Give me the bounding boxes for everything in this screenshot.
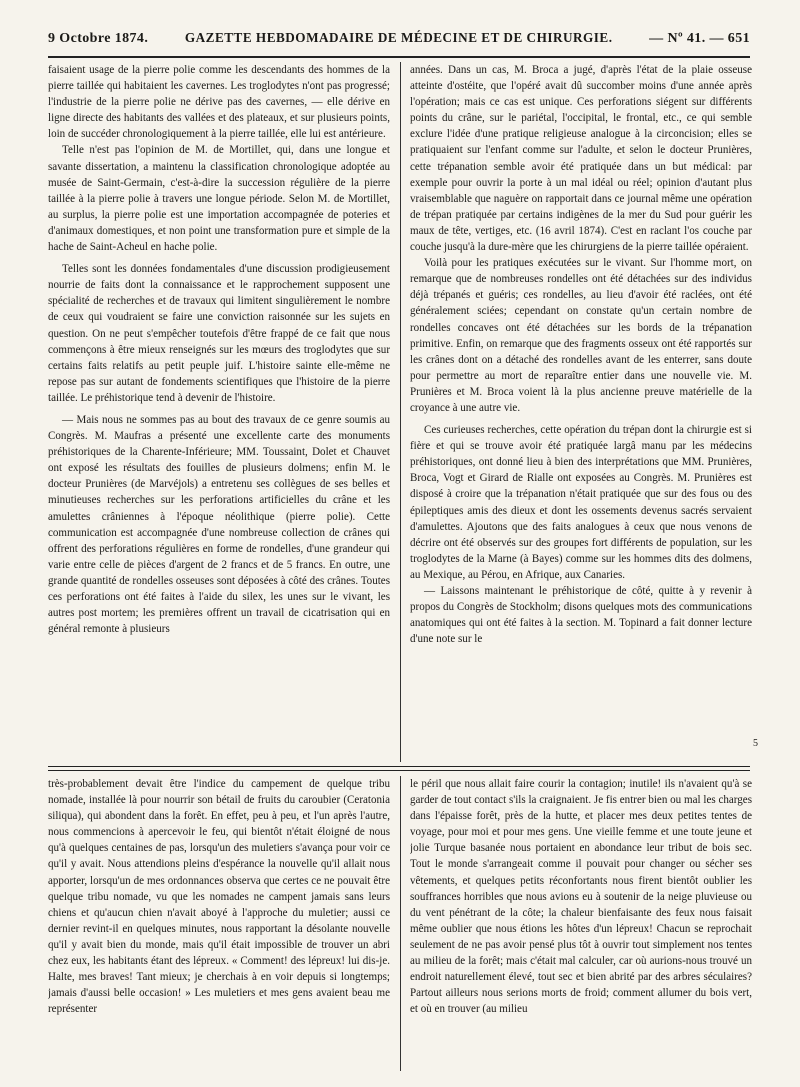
column-divider: [400, 62, 401, 762]
signature-mark: 5: [753, 738, 758, 749]
page-header: [48, 30, 750, 52]
feuilleton-column-left: [48, 776, 390, 1071]
article-column-right: [410, 62, 752, 762]
feuilleton-column-right: [410, 776, 752, 1071]
feuilleton-rule-thin: [48, 770, 750, 771]
paragraph: très-probablement devait être l'indice du campement de quelque tribu nomade, installée là pour nourrir son bétail de fruits du caroubier (Ceratonia siliqua), qui abondent dans la forêt. En effet, peu à peu, et l'un après l'autre, nous commencions à apercevoir le feu, qui bientôt n'était éloigné de nous qu'à quelques centaines de pas, lorsqu'un des muletiers s'avança pour voir ce qu'il y avait. Nous attendions pleins d'espérance la nouvelle qu'il allait nous apporter, lorsqu'un de mes ordonnances observa que certes ce ne pouvait être quelque tribu nomade, vu que les nomades ne campent jamais sans leurs chiens et qu'aucun chien n'avait aboyé à l'approche du muletier; aussi ce dernier revint-il en quelques minutes, nous rapportant la désolante nouvelle qu'il y avait bien du monde, mais qu'il était impossible de trouver un abri chez eux, les habitants étant des lépreux. « Comment! des lépreux! lui dis-je. Halte, mes braves! Tant mieux; je cherchais à en voir depuis si longtemps; jamais d'aussi belle occasion! » Les muletiers et mes gens avaient beau me représenter: [48, 778, 390, 1016]
paragraph: Voilà pour les pratiques exécutées sur le vivant. Sur l'homme mort, on remarque que de nombreuses rondelles ont été détachées sur des individus déjà trépanés et guéris; ces rondelles, au lieu d'avoir été raclées, ont été généralement sciées; cependant on constate qu'un certain nombre de rondelles concaves ont été détachées sur les bords de la trépanation primitive. Enfin, on remarque que des fragments osseux ont été rapportés sur les crânes dont on a détaché des rondelles avant de les enterrer, sans doute pour permettre au mort de reparaître entier dans une nouvelle vie. M. Prunières et M. Broca voient là la plus ancienne preuve matérielle de la croyance à une autre vie.: [410, 257, 752, 414]
paragraph: années. Dans un cas, M. Broca a jugé, d'après l'état de la plaie osseuse atteinte d'ostéite, que l'opéré avait dû succomber moins d'une année après l'opération; mais ce cas est unique. Ces perforations siégent sur différents points du crâne, sur le pariétal, l'occipital, le frontal, etc., ce qui semble exclure l'idée d'une pratique religieuse analogue à la circoncision; elles se pratiquaient sur l'enfant comme sur l'adulte, et selon le docteur Prunières, cette trépanation semble avoir été pratiquée dans un but médical: par exemple pour ouvrir la porte à un mal idéal ou réel; opinion d'autant plus vraisemblable que naguère on rapportait dans ce journal même une opération de trépan pratiquée par certains indigènes de la mer du Sud pour guérir les maux de tête, vertiges, etc. (16 avril 1874). C'est en raclant l'os couche par couche jusqu'à la dure-mère que les chirurgiens de la pierre taillée opéraient.: [410, 64, 752, 254]
paragraph: le péril que nous allait faire courir la contagion; inutile! ils n'avaient qu'à se garder de tout contact s'ils la craignaient. Je fis entrer bien ou mal les charges dans l'épaisse forêt, près de la hutte, et placer mes deux petites tentes de voyage, pour moi et pour mes gens. Une vieille femme et une toute jeune et jolie Turque basanée nous portaient en abondance leur tribut de bois sec. Tout le monde s'arrangeait comme il pouvait pour changer ou sécher ses vêtements, et quelques petits réconfortants nous firent bientôt oublier les souffrances horribles que nous avions eu à soutenir de la neige pluvieuse ou du vent pénétrant de la côte; la chaleur bienfaisante des feux nous faisait même oublier que nous étions les hôtes d'un lépreux! Chacun se reprochait seulement de ne pas avoir pensé plus tôt à ouvrir tout simplement nos tentes au milieu de la forêt; mais c'était mal calculer, car où aurions-nous trouvé un endroit naturellement élevé, tout sec et bien abrité par des arbres séculaires? Partout ailleurs nous serions morts de froid; comment allumer du bois vert, et où en trouver (au milieu: [410, 778, 752, 1016]
paragraph: faisaient usage de la pierre polie comme les descendants des hommes de la pierre taillée qui habitaient les cavernes. Les troglodytes n'ont pas progressé; l'industrie de la pierre polie ne dérive pas des cavernes, — elle dérive en ligne directe des habitants des vallées et des plateaux, et sur plusieurs points, loin de succéder chronologiquement à la pierre taillée, elle lui est antérieure.: [48, 64, 390, 141]
paragraph: — Mais nous ne sommes pas au bout des travaux de ce genre soumis au Congrès. M. Maufras a présenté une excellente carte des monuments préhistoriques de la Charente-Inférieure; MM. Toussaint, Dolet et Chauvet ont exposé les résultats des fouilles de plusieurs dolmens; enfin M. le docteur Prunières (de Marvéjols) a entretenu ses collègues de ses belles et minutieuses recherches sur les perforations artificielles du crâne et les amulettes crâniennes à l'époque néolithique (pierre polie). Cette communication est accompagnée d'une nombreuse collection de crânes qui offrent des perforations régulières en forme de rondelles, d'une grandeur qui varie entre celle de pièces d'argent de 2 francs et de 5 francs. En outre, une grande quantité de rondelles osseuses sont déposées à côté des crânes. Toutes ces perforations ont été faites à l'aide du silex, les unes sur le vivant, les autres post mortem; les premières offrent un travail de cicatrisation qui en général remonte à plusieurs: [48, 413, 390, 636]
header-issue: — Nº 41. —: [649, 31, 724, 46]
paragraph: Telle n'est pas l'opinion de M. de Mortillet, qui, dans une longue et savante dissertation, a maintenu la classification chronologique adoptée au musée de Saint-Germain, c'est-à-dire la succession régulière de la pierre taillée à la pierre polie à travers une longue période. Selon M. de Mortillet, au surplus, la pierre polie est une importation accompagnée de poteries et d'animaux domestiques, et non point une transformation pure et simple de la hache de Saint-Acheul en hache polie.: [48, 144, 390, 254]
feuilleton-rule: [48, 766, 750, 767]
header-rule: [48, 56, 750, 58]
paragraph: Telles sont les données fondamentales d'une discussion prodigieusement nourrie de faits dont la connaissance et le rapprochement supposent une spécialité de recherches et de travaux qui limitent singulièrement le nombre de ceux qui voudraient se faire une conviction raisonnée sur les sujets en question. On ne peut s'empêcher toutefois d'être frappé de ce fait que nous commençons à être mieux renseignés sur les mœurs des troglodytes que sur certains faits relatifs au petit peuple juif. L'histoire sainte elle-même ne repose pas sur autant de fondements scientifiques que l'histoire de la pierre taillée. Le préhistorique tend à devenir de l'histoire.: [48, 263, 390, 404]
header-issue-page: [649, 31, 750, 47]
header-page-number: 651: [727, 31, 750, 46]
header-title: GAZETTE HEBDOMADAIRE DE MÉDECINE ET DE CHIRURGIE.: [184, 30, 613, 45]
header-date: 9 Octobre 1874.: [48, 31, 149, 46]
paragraph: Ces curieuses recherches, cette opération du trépan dont la chirurgie est si fière et qui se trouve avoir été pratiquée largâ manu par les médecins préhistoriques, ont donné lieu à bien des interprétations que MM. Prunières, Broca, Vogt et Girard de Rialle ont exposées au Congrès. M. Prunières est disposé à croire que la trépanation n'était pratiquée que sur des fous ou des épileptiques amis des dieux et dont les ossements devenus sacrés servaient d'amulettes. Ajoutons que des faits analogues à ceux que nous venons de décrire ont été observés sur des groupes fort différents de population, sur les troglodytes de la Marne (à Bayes) comme sur les hommes dits des dolmens, au Mexique, au Pérou, en Afrique, aux Canaries.: [410, 424, 752, 581]
feuilleton-divider: [400, 776, 401, 1071]
article-column-left: [48, 62, 390, 762]
paragraph: — Laissons maintenant le préhistorique de côté, quitte à y revenir à propos du Congrès de Stockholm; disons quelques mots des communications anatomiques qui ont été faites à la section. M. Topinard a fait donner lecture d'une note sur le: [410, 585, 752, 646]
